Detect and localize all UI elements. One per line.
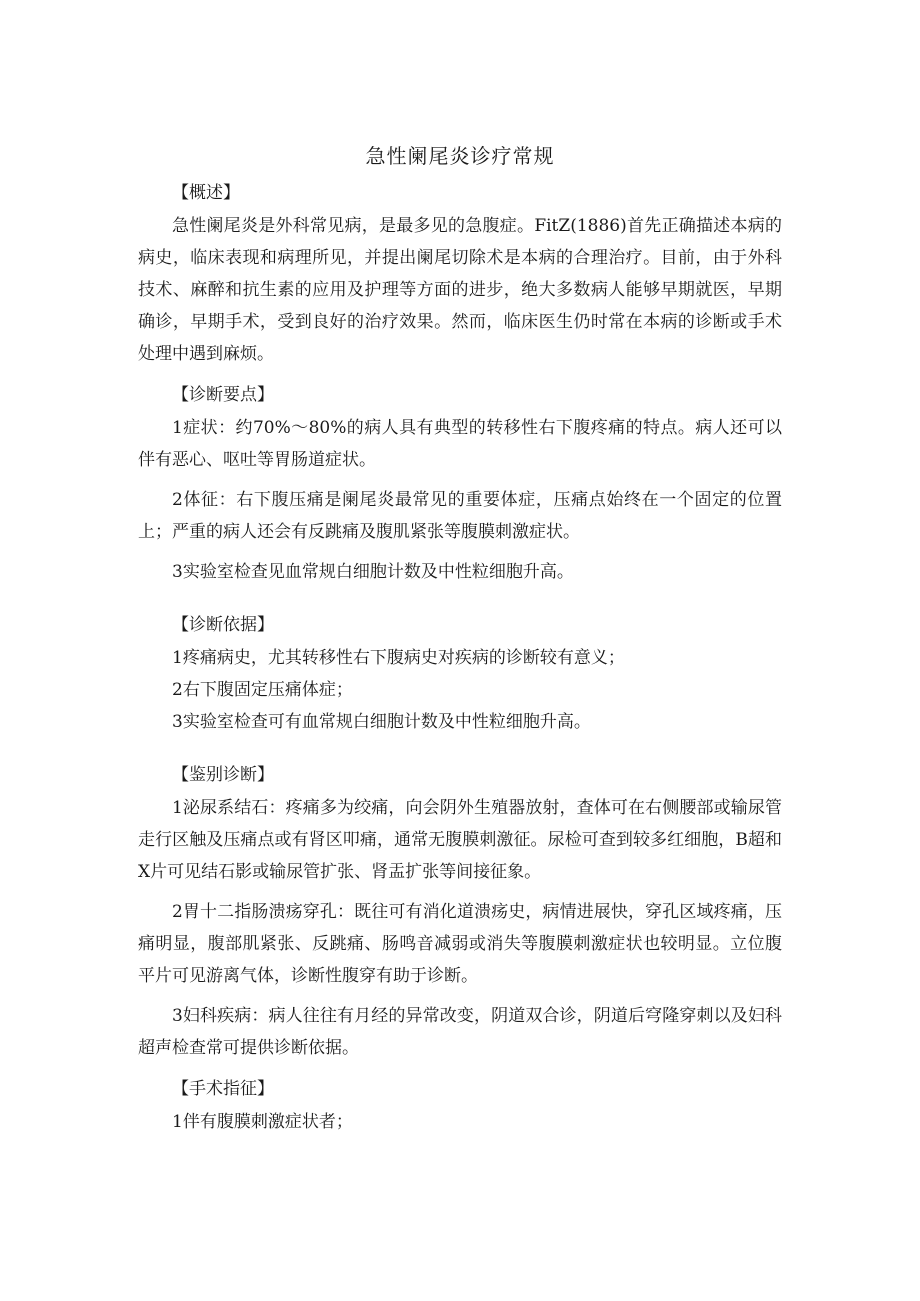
diagnosis-point-1: 1症状：约70%～80%的病人具有典型的转移性右下腹疼痛的特点。病人还可以伴有恶心、呕吐等胃肠道症状。 xyxy=(138,418,782,470)
diagnosis-point-3: 3实验室检查见血常规白细胞计数及中性粒细胞升高。 xyxy=(172,562,574,582)
section-heading-diagnosis-basis: 【诊断依据】 xyxy=(172,615,274,635)
document-body xyxy=(138,176,782,1138)
diagnosis-basis-1: 1疼痛病史，尤其转移性右下腹病史对疾病的诊断较有意义； xyxy=(172,648,625,668)
diagnosis-point-2: 2体征：右下腹压痛是阑尾炎最常见的重要体症，压痛点始终在一个固定的位置上；严重的病人还会有反跳痛及腹肌紧张等腹膜刺激症状。 xyxy=(138,490,782,542)
differential-item-3: 3妇科疾病：病人往往有月经的异常改变，阴道双合诊，阴道后穹隆穿刺以及妇科超声检查常可提供诊断依据。 xyxy=(138,1006,782,1058)
differential-item-2: 2胃十二指肠溃疡穿孔：既往可有消化道溃疡史，病情进展快，穿孔区域疼痛，压痛明显，腹部肌紧张、反跳痛、肠鸣音减弱或消失等腹膜刺激症状也较明显。立位腹平片可见游离气体，诊断性腹穿有助于诊断。 xyxy=(138,902,782,986)
section-heading-differential: 【鉴别诊断】 xyxy=(172,765,274,785)
section-heading-overview: 【概述】 xyxy=(172,183,240,203)
overview-paragraph: 急性阑尾炎是外科常见病，是最多见的急腹症。FitZ(1886)首先正确描述本病的病史，临床表现和病理所见，并提出阑尾切除术是本病的合理治疗。目前，由于外科技术、麻醉和抗生素的应用及护理等方面的进步，绝大多数病人能够早期就医，早期确诊，早期手术，受到良好的治疗效果。然而，临床医生仍时常在本病的诊断或手术处理中遇到麻烦。 xyxy=(138,216,782,364)
page-title: 急性阑尾炎诊疗常规 xyxy=(365,144,555,168)
diagnosis-basis-3: 3实验室检查可有血常规白细胞计数及中性粒细胞升高。 xyxy=(172,712,591,732)
section-heading-surgery: 【手术指征】 xyxy=(172,1079,274,1099)
section-heading-diagnosis-points: 【诊断要点】 xyxy=(172,385,274,405)
surgery-indication-1: 1伴有腹膜刺激症状者； xyxy=(172,1112,353,1132)
diagnosis-basis-2: 2右下腹固定压痛体症； xyxy=(172,680,353,700)
differential-item-1: 1泌尿系结石：疼痛多为绞痛，向会阴外生殖器放射，查体可在右侧腰部或输尿管走行区触及压痛点或有肾区叩痛，通常无腹膜刺激征。尿检可查到较多红细胞，B超和X片可见结石影或输尿管扩张、肾盂扩张等间接征象。 xyxy=(138,798,782,882)
